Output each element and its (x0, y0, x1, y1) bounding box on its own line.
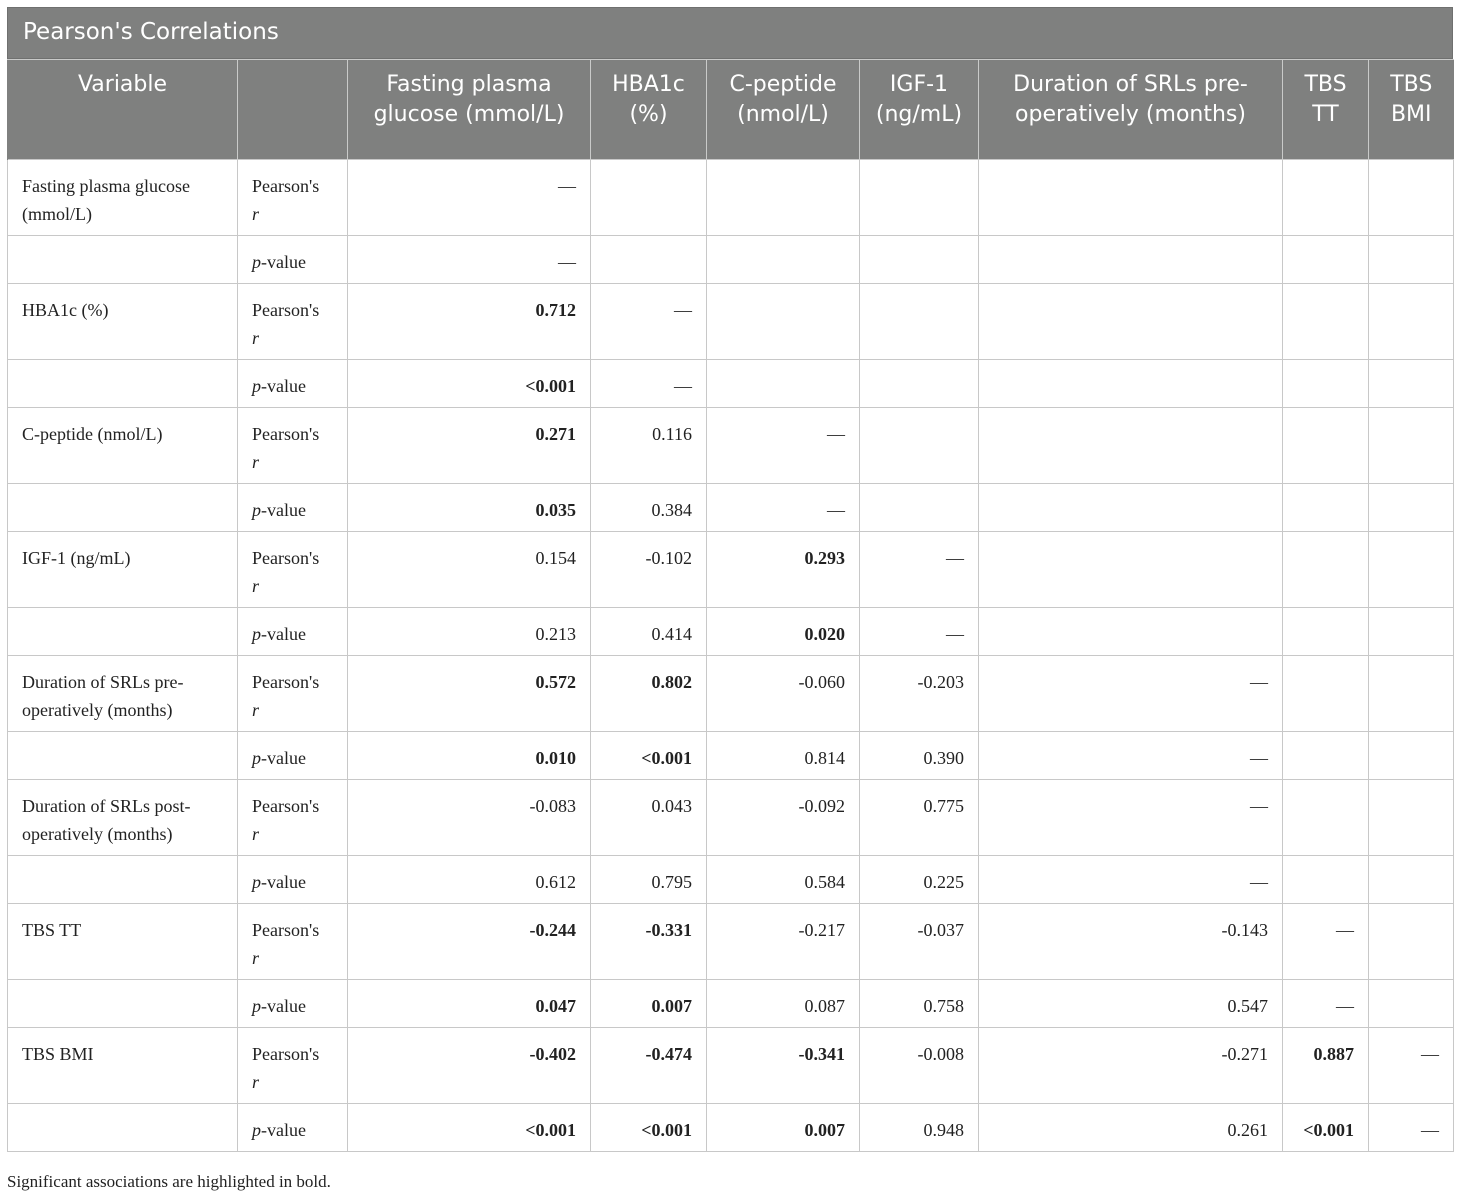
header-hba1c: HBA1c (%) (591, 60, 707, 160)
variable-cell: Duration of SRLs pre-operatively (months) (8, 656, 238, 732)
value-cell: 0.154 (348, 532, 591, 608)
value-cell (707, 284, 860, 360)
header-fasting-glucose: Fasting plasma glucose (mmol/L) (348, 60, 591, 160)
value-cell: <0.001 (591, 732, 707, 780)
value-cell (979, 360, 1283, 408)
value-cell (707, 160, 860, 236)
value-cell: 0.293 (707, 532, 860, 608)
value-cell: 0.712 (348, 284, 591, 360)
stat-label-p-value: p-value (238, 360, 348, 408)
value-cell: 0.047 (348, 980, 591, 1028)
value-cell (1283, 236, 1369, 284)
value-cell: 0.547 (979, 980, 1283, 1028)
value-cell (860, 360, 979, 408)
value-cell (591, 236, 707, 284)
value-cell (979, 608, 1283, 656)
stat-label-pearson-r: Pearson's r (238, 904, 348, 980)
value-cell (1283, 360, 1369, 408)
variable-cell: IGF-1 (ng/mL) (8, 532, 238, 608)
stat-label-pearson-r: Pearson's r (238, 656, 348, 732)
table-footnote: Significant associations are highlighted in bold. (7, 1172, 331, 1191)
value-cell: -0.474 (591, 1028, 707, 1104)
header-variable: Variable (8, 60, 238, 160)
value-cell (1369, 608, 1454, 656)
value-cell: — (348, 160, 591, 236)
value-cell (1369, 160, 1454, 236)
value-cell: <0.001 (348, 360, 591, 408)
stat-label-p-value: p-value (238, 980, 348, 1028)
value-cell (1369, 656, 1454, 732)
value-cell: — (979, 780, 1283, 856)
value-cell (1283, 732, 1369, 780)
value-cell: <0.001 (348, 1104, 591, 1152)
value-cell: -0.402 (348, 1028, 591, 1104)
stat-label-p-value: p-value (238, 1104, 348, 1152)
value-cell: 0.775 (860, 780, 979, 856)
value-cell: -0.143 (979, 904, 1283, 980)
value-cell: 0.043 (591, 780, 707, 856)
value-cell: — (1369, 1104, 1454, 1152)
value-cell: -0.102 (591, 532, 707, 608)
table-row (8, 532, 1454, 608)
value-cell (1369, 980, 1454, 1028)
stat-label-pearson-r: Pearson's r (238, 408, 348, 484)
header-tbs-tt: TBS TT (1283, 60, 1369, 160)
header-duration-srls-pre: Duration of SRLs pre-operatively (months) (979, 60, 1283, 160)
value-cell: — (979, 856, 1283, 904)
value-cell: <0.001 (591, 1104, 707, 1152)
value-cell: 0.814 (707, 732, 860, 780)
value-cell (1283, 780, 1369, 856)
value-cell: -0.092 (707, 780, 860, 856)
value-cell (1369, 408, 1454, 484)
table-row (8, 780, 1454, 856)
stat-label-p-value: p-value (238, 484, 348, 532)
value-cell: — (591, 360, 707, 408)
value-cell (1369, 732, 1454, 780)
value-cell: 0.261 (979, 1104, 1283, 1152)
value-cell: <0.001 (1283, 1104, 1369, 1152)
stat-label-p-value: p-value (238, 732, 348, 780)
header-igf1: IGF-1 (ng/mL) (860, 60, 979, 160)
value-cell (707, 236, 860, 284)
variable-cell (8, 980, 238, 1028)
value-cell (860, 408, 979, 484)
value-cell: -0.060 (707, 656, 860, 732)
table-row (8, 360, 1454, 408)
value-cell (860, 160, 979, 236)
stat-label-pearson-r: Pearson's r (238, 532, 348, 608)
stat-label-p-value: p-value (238, 856, 348, 904)
variable-cell (8, 856, 238, 904)
table-row (8, 656, 1454, 732)
value-cell: — (1283, 980, 1369, 1028)
value-cell (979, 284, 1283, 360)
value-cell: 0.612 (348, 856, 591, 904)
table-row (8, 284, 1454, 360)
header-row (8, 60, 1454, 160)
variable-cell: TBS TT (8, 904, 238, 980)
value-cell: -0.271 (979, 1028, 1283, 1104)
value-cell: -0.217 (707, 904, 860, 980)
table-row (8, 160, 1454, 236)
value-cell: 0.795 (591, 856, 707, 904)
value-cell: -0.341 (707, 1028, 860, 1104)
value-cell: 0.414 (591, 608, 707, 656)
header-c-peptide: C-peptide (nmol/L) (707, 60, 860, 160)
value-cell: — (979, 732, 1283, 780)
value-cell (591, 160, 707, 236)
value-cell (1283, 408, 1369, 484)
value-cell (1369, 484, 1454, 532)
value-cell: 0.584 (707, 856, 860, 904)
value-cell: — (1369, 1028, 1454, 1104)
table-body (8, 160, 1454, 1152)
variable-cell (8, 732, 238, 780)
table-row (8, 980, 1454, 1028)
value-cell (1283, 656, 1369, 732)
value-cell: -0.203 (860, 656, 979, 732)
value-cell: 0.225 (860, 856, 979, 904)
variable-cell (8, 484, 238, 532)
stat-label-pearson-r: Pearson's r (238, 160, 348, 236)
header-stat (238, 60, 348, 160)
table-row (8, 904, 1454, 980)
value-cell: — (707, 408, 860, 484)
variable-cell: HBA1c (%) (8, 284, 238, 360)
value-cell: 0.887 (1283, 1028, 1369, 1104)
value-cell: 0.007 (707, 1104, 860, 1152)
value-cell: 0.116 (591, 408, 707, 484)
value-cell: 0.087 (707, 980, 860, 1028)
value-cell: — (860, 608, 979, 656)
table-row (8, 608, 1454, 656)
variable-cell: C-peptide (nmol/L) (8, 408, 238, 484)
value-cell (979, 160, 1283, 236)
correlation-table (7, 59, 1454, 1152)
value-cell (1283, 532, 1369, 608)
value-cell: — (979, 656, 1283, 732)
value-cell (1283, 484, 1369, 532)
value-cell (860, 484, 979, 532)
value-cell (860, 236, 979, 284)
value-cell (1283, 284, 1369, 360)
table-row (8, 732, 1454, 780)
table-row (8, 408, 1454, 484)
value-cell: 0.390 (860, 732, 979, 780)
header-tbs-bmi: TBS BMI (1369, 60, 1454, 160)
value-cell: — (707, 484, 860, 532)
stat-label-p-value: p-value (238, 608, 348, 656)
value-cell: -0.244 (348, 904, 591, 980)
value-cell: 0.802 (591, 656, 707, 732)
value-cell: 0.948 (860, 1104, 979, 1152)
value-cell: -0.083 (348, 780, 591, 856)
value-cell (1369, 360, 1454, 408)
value-cell: — (348, 236, 591, 284)
variable-cell (8, 360, 238, 408)
value-cell (1369, 780, 1454, 856)
value-cell (1369, 904, 1454, 980)
value-cell (1283, 160, 1369, 236)
value-cell (979, 236, 1283, 284)
table-row (8, 1104, 1454, 1152)
value-cell: — (1283, 904, 1369, 980)
value-cell: 0.213 (348, 608, 591, 656)
value-cell (979, 532, 1283, 608)
table-row (8, 856, 1454, 904)
stat-label-pearson-r: Pearson's r (238, 284, 348, 360)
variable-cell: TBS BMI (8, 1028, 238, 1104)
value-cell (707, 360, 860, 408)
value-cell: -0.331 (591, 904, 707, 980)
value-cell: 0.384 (591, 484, 707, 532)
value-cell (979, 484, 1283, 532)
value-cell (1369, 532, 1454, 608)
value-cell: — (860, 532, 979, 608)
value-cell: -0.037 (860, 904, 979, 980)
value-cell: 0.035 (348, 484, 591, 532)
variable-cell (8, 236, 238, 284)
variable-cell: Fasting plasma glucose (mmol/L) (8, 160, 238, 236)
value-cell: 0.572 (348, 656, 591, 732)
variable-cell (8, 608, 238, 656)
variable-cell: Duration of SRLs post-operatively (months) (8, 780, 238, 856)
value-cell (860, 284, 979, 360)
stat-label-pearson-r: Pearson's r (238, 780, 348, 856)
stat-label-p-value: p-value (238, 236, 348, 284)
value-cell: — (591, 284, 707, 360)
value-cell (1283, 856, 1369, 904)
value-cell: 0.010 (348, 732, 591, 780)
value-cell: 0.758 (860, 980, 979, 1028)
value-cell: 0.271 (348, 408, 591, 484)
value-cell (1283, 608, 1369, 656)
value-cell: 0.007 (591, 980, 707, 1028)
table-row (8, 1028, 1454, 1104)
stat-label-pearson-r: Pearson's r (238, 1028, 348, 1104)
variable-cell (8, 1104, 238, 1152)
value-cell (1369, 856, 1454, 904)
value-cell: 0.020 (707, 608, 860, 656)
value-cell (1369, 236, 1454, 284)
table-row (8, 236, 1454, 284)
value-cell (979, 408, 1283, 484)
table-title: Pearson's Correlations (7, 7, 1453, 59)
correlation-table-container (7, 7, 1453, 1152)
value-cell: -0.008 (860, 1028, 979, 1104)
value-cell (1369, 284, 1454, 360)
table-row (8, 484, 1454, 532)
